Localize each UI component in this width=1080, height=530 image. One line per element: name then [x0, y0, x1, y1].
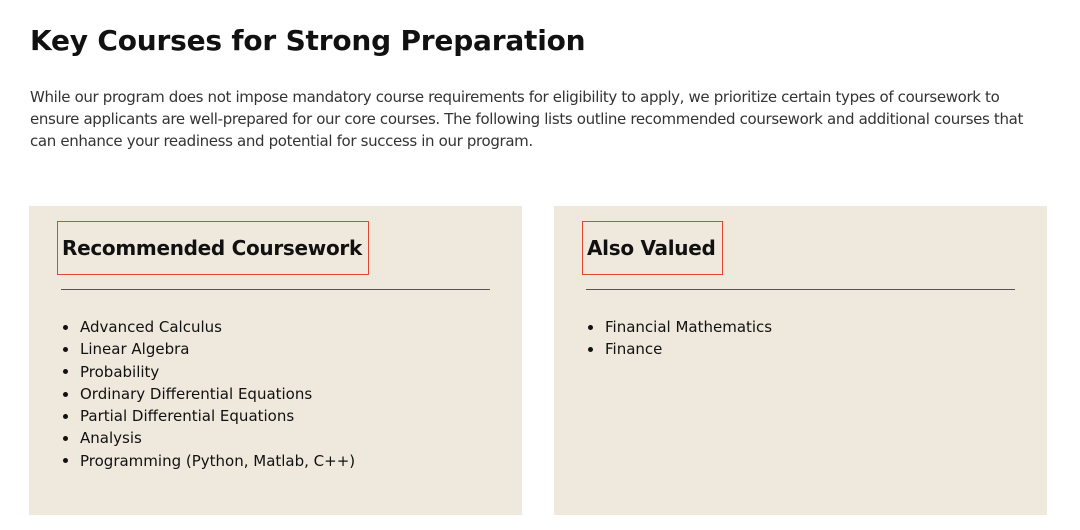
- course-list-item: [63, 316, 355, 338]
- course-list-item: [63, 405, 355, 427]
- bullet-icon: [63, 369, 68, 374]
- card-title: Recommended Coursework: [62, 236, 362, 260]
- bullet-icon: [63, 347, 68, 352]
- course-name: Ordinary Differential Equations: [80, 384, 313, 403]
- course-list-item: [63, 338, 355, 360]
- bullet-icon: [63, 325, 68, 330]
- card-title: Also Valued: [587, 236, 716, 260]
- bullet-icon: [588, 347, 593, 352]
- course-name: Finance: [605, 340, 663, 359]
- also-valued-card: [554, 206, 1047, 515]
- course-name: Advanced Calculus: [80, 318, 222, 336]
- course-list-item: [63, 427, 355, 449]
- recommended-coursework-card: [29, 206, 522, 515]
- course-list-item: [588, 316, 772, 338]
- course-name: Financial Mathematics: [605, 318, 773, 336]
- intro-paragraph: While our program does not impose mandatory course requirements for eligibility to apply, we prioritize certain types of coursework to ensure applicants are well-prepared for our core courses. The following lists outline recommended coursework and additional courses that can enhance your readiness and potential for success in our program.: [30, 88, 1023, 150]
- course-name: Analysis: [80, 429, 142, 448]
- card-divider: [586, 289, 1015, 290]
- course-list-item: [588, 338, 772, 360]
- course-list-item: [63, 450, 355, 472]
- card-title-highlight: [582, 221, 723, 275]
- page-title: Key Courses for Strong Preparation: [30, 24, 586, 57]
- card-title-highlight: [57, 221, 369, 275]
- bullet-icon: [63, 392, 68, 397]
- bullet-icon: [588, 325, 593, 330]
- bullet-icon: [63, 436, 68, 441]
- course-name: Probability: [80, 362, 160, 381]
- course-list-item: [63, 361, 355, 383]
- course-list: [63, 316, 355, 472]
- course-list: [588, 316, 772, 361]
- course-name: Linear Algebra: [80, 340, 190, 359]
- course-name: Programming (Python, Matlab, C++): [80, 451, 356, 470]
- course-name: Partial Differential Equations: [80, 407, 295, 426]
- card-divider: [61, 289, 490, 290]
- course-list-item: [63, 383, 355, 405]
- bullet-icon: [63, 458, 68, 463]
- bullet-icon: [63, 414, 68, 419]
